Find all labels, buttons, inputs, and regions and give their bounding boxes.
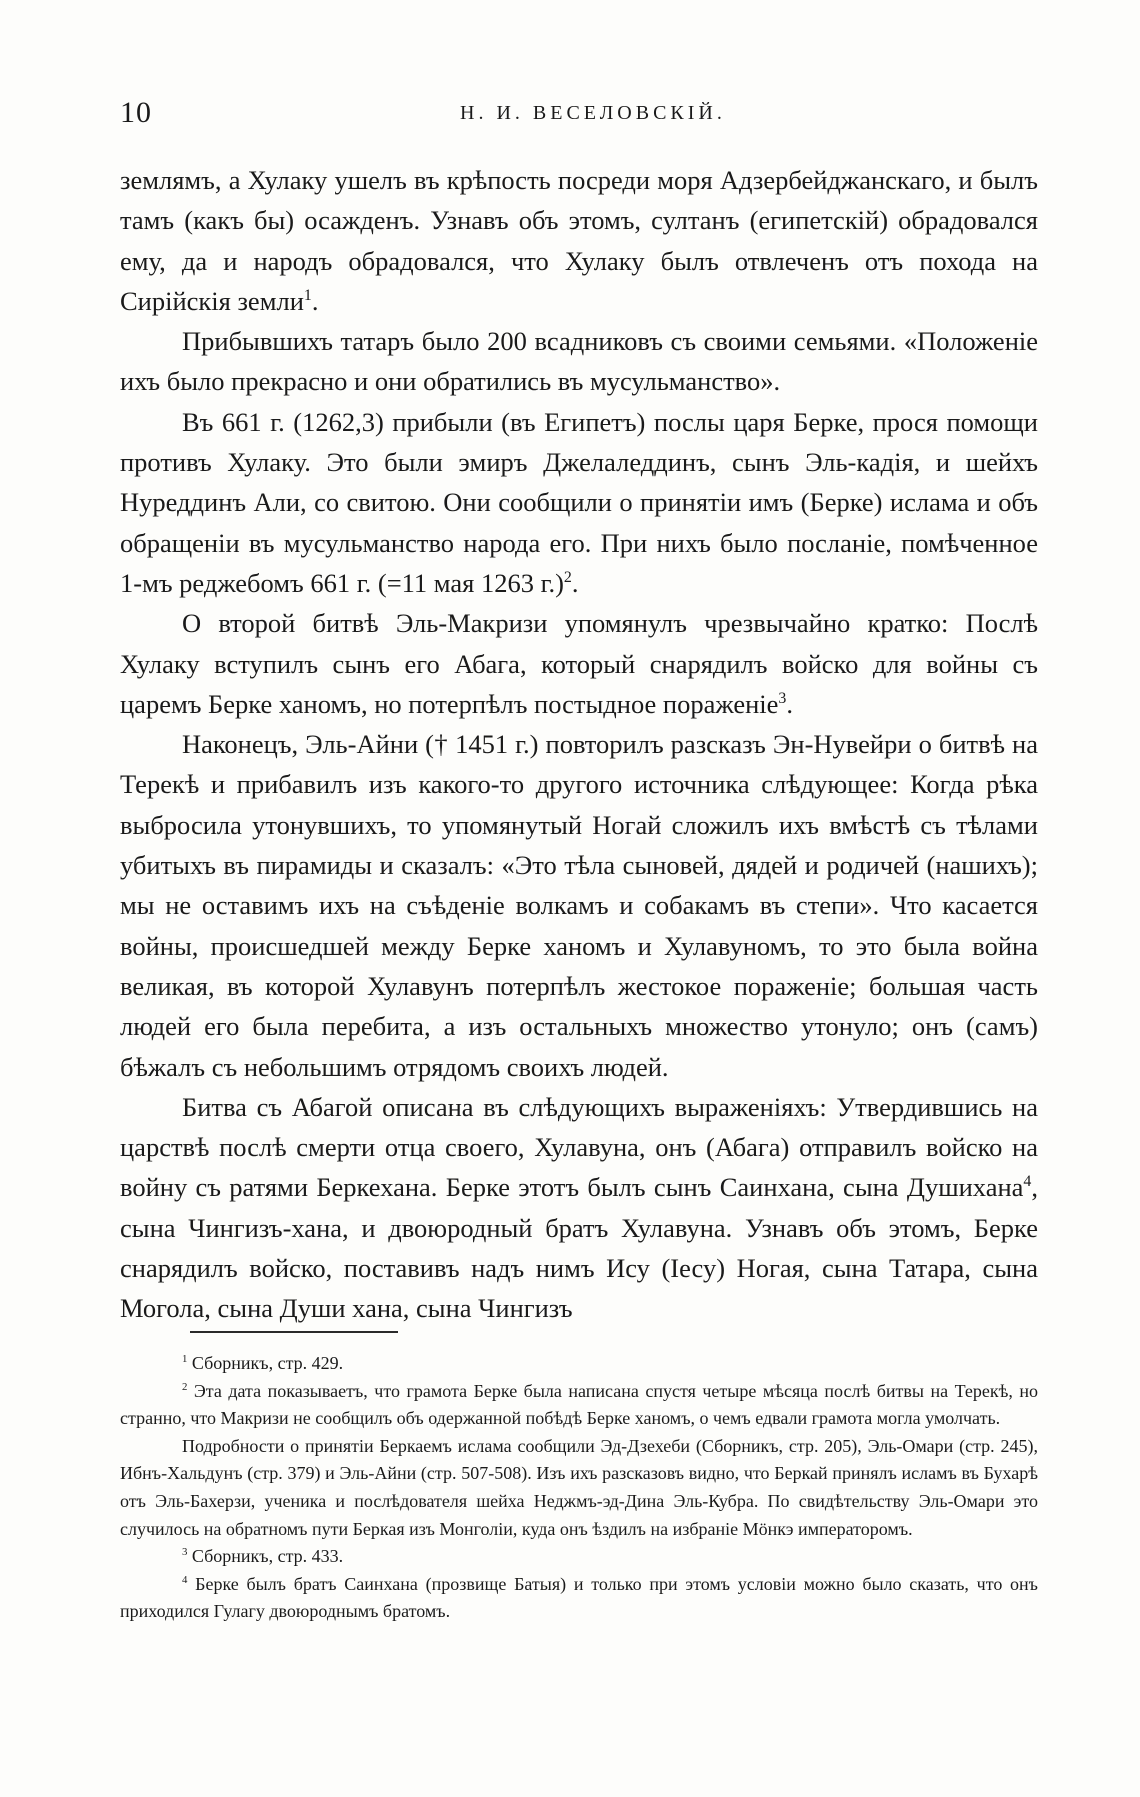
footnote-ref: 4	[1023, 1173, 1032, 1191]
footnote-mark: 3	[182, 1546, 188, 1559]
footnote-ref: 1	[303, 287, 312, 305]
paragraph: Прибывшихъ татаръ было 200 всадниковъ съ своими семьями. «Положеніе ихъ было прекрасно и они обратились въ мусульманство».	[120, 326, 1038, 397]
footnote: Подробности о принятіи Беркаемъ ислама сообщили Эд-Дзехеби (Сборникъ, стр. 205), Эль-Омари (стр. 245), Ибнъ-Хальдунъ (стр. 379) и Эль-Айни (стр. 507-508). Изъ ихъ разсказовъ видно, что Беркай принялъ исламъ въ Бухарѣ отъ Эль-Бахерзи, ученика и послѣдователя шейха Неджмъ-эд-Дина Эль-Кубра. По свидѣтельству Эль-Омари это случилось на обратномъ пути Беркая изъ Монголіи, куда онъ ѣздилъ на избраніе Мӧнкэ императоромъ.	[120, 1435, 1038, 1539]
running-head: Н. И. ВЕСЕЛОВСКІЙ.	[460, 102, 726, 124]
footnote-separator	[190, 1331, 398, 1333]
footnote-mark: 2	[182, 1380, 188, 1393]
footnote-ref: 2	[563, 569, 572, 587]
paragraph: Наконецъ, Эль-Айни († 1451 г.) повторилъ разсказъ Эн-Нувейри о битвѣ на Терекѣ и прибавилъ изъ какого-то другого источника слѣдующее: Когда рѣка выбросила утонувшихъ, то упомянутый Ногай сложилъ ихъ вмѣстѣ съ тѣлами убитыхъ въ пирамиды и сказалъ: «Это тѣла сыновей, дядей и родичей (нашихъ); мы не оставимъ ихъ на съѣденіе волкамъ и собакамъ въ степи». Что касается войны, происшедшей между Берке ханомъ и Хулавуномъ, то это была война великая, въ которой Хулавунъ потерпѣлъ жестокое пораженіе; большая часть людей его была перебита, а изъ остальныхъ множество утонуло; онъ (самъ) бѣжалъ съ небольшимъ отрядомъ своихъ людей.	[120, 729, 1038, 1082]
paragraph: Въ 661 г. (1262,3) прибыли (въ Египетъ) послы царя Берке, прося помощи противъ Хулаку. Это были эмиръ Джелаледдинъ, сынъ Эль-кадія, и шейхъ Нуреддинъ Али, со свитою. Они сообщили о принятіи имъ (Берке) ислама и объ обращеніи въ мусульманство народа его. При нихъ было посланіе, помѣченное 1-мъ реджебомъ 661 г. (=11 мая 1263 г.)$^2$.	[120, 406, 1038, 598]
paragraph: Битва съ Абагой описана въ слѣдующихъ выраженіяхъ: Утвердившись на царствѣ послѣ смерти отца своего, Хулавуна, онъ (Абага) отправилъ войско на войну съ ратями Беркехана. Берке этотъ былъ сынъ Саинхана, сына Душихана$^4$, сына Чингизъ-хана, и двоюродный братъ Хулавуна. Узнавъ объ этомъ, Берке снарядилъ войско, поставивъ надъ нимъ Ису (Іесу) Ногая, сына Татара, сына Могола, сына Души хана, сына Чингизъ	[120, 1091, 1038, 1324]
footnote: $^4$ Берке былъ братъ Саинхана (прозвище Батыя) и только при этомъ условіи можно было сказать, что онъ приходился Гулагу двоюроднымъ братомъ.	[120, 1573, 1038, 1622]
footnote-mark: 1	[182, 1353, 188, 1365]
footnote: $^1$ Сборникъ, стр. 429.	[182, 1353, 344, 1373]
footnote-mark: 4	[182, 1573, 188, 1586]
page-header	[120, 96, 1040, 136]
footnote: $^2$ Эта дата показываетъ, что грамота Берке была написана спустя четыре мѣсяца послѣ битвы на Терекѣ, но странно, что Макризи не сообщилъ объ одержанной побѣдѣ Берке ханомъ, о чемъ едвали грамота могла умолчать.	[120, 1380, 1038, 1429]
footnote-ref: 3	[778, 690, 787, 708]
paragraph: О второй битвѣ Эль-Макризи упомянулъ чрезвычайно кратко: Послѣ Хулаку вступилъ сынъ его Абага, который снарядилъ войско для войны съ царемъ Берке ханомъ, но потерпѣлъ постыдное пораженіе$^3$.	[120, 608, 1038, 719]
page-number: 10	[120, 96, 152, 129]
paragraph: землямъ, а Хулаку ушелъ въ крѣпость посреди моря Адзербейджанскаго, и былъ тамъ (какъ бы) осажденъ. Узнавъ объ этомъ, султанъ (египетскій) обрадовался ему, да и народъ обрадовался, что Хулаку былъ отвлеченъ отъ похода на Сирійскія земли$^1$.	[120, 165, 1038, 316]
main-text	[120, 160, 1038, 1329]
footnotes	[120, 1350, 1038, 1626]
footnote: $^3$ Сборникъ, стр. 433.	[182, 1546, 344, 1567]
